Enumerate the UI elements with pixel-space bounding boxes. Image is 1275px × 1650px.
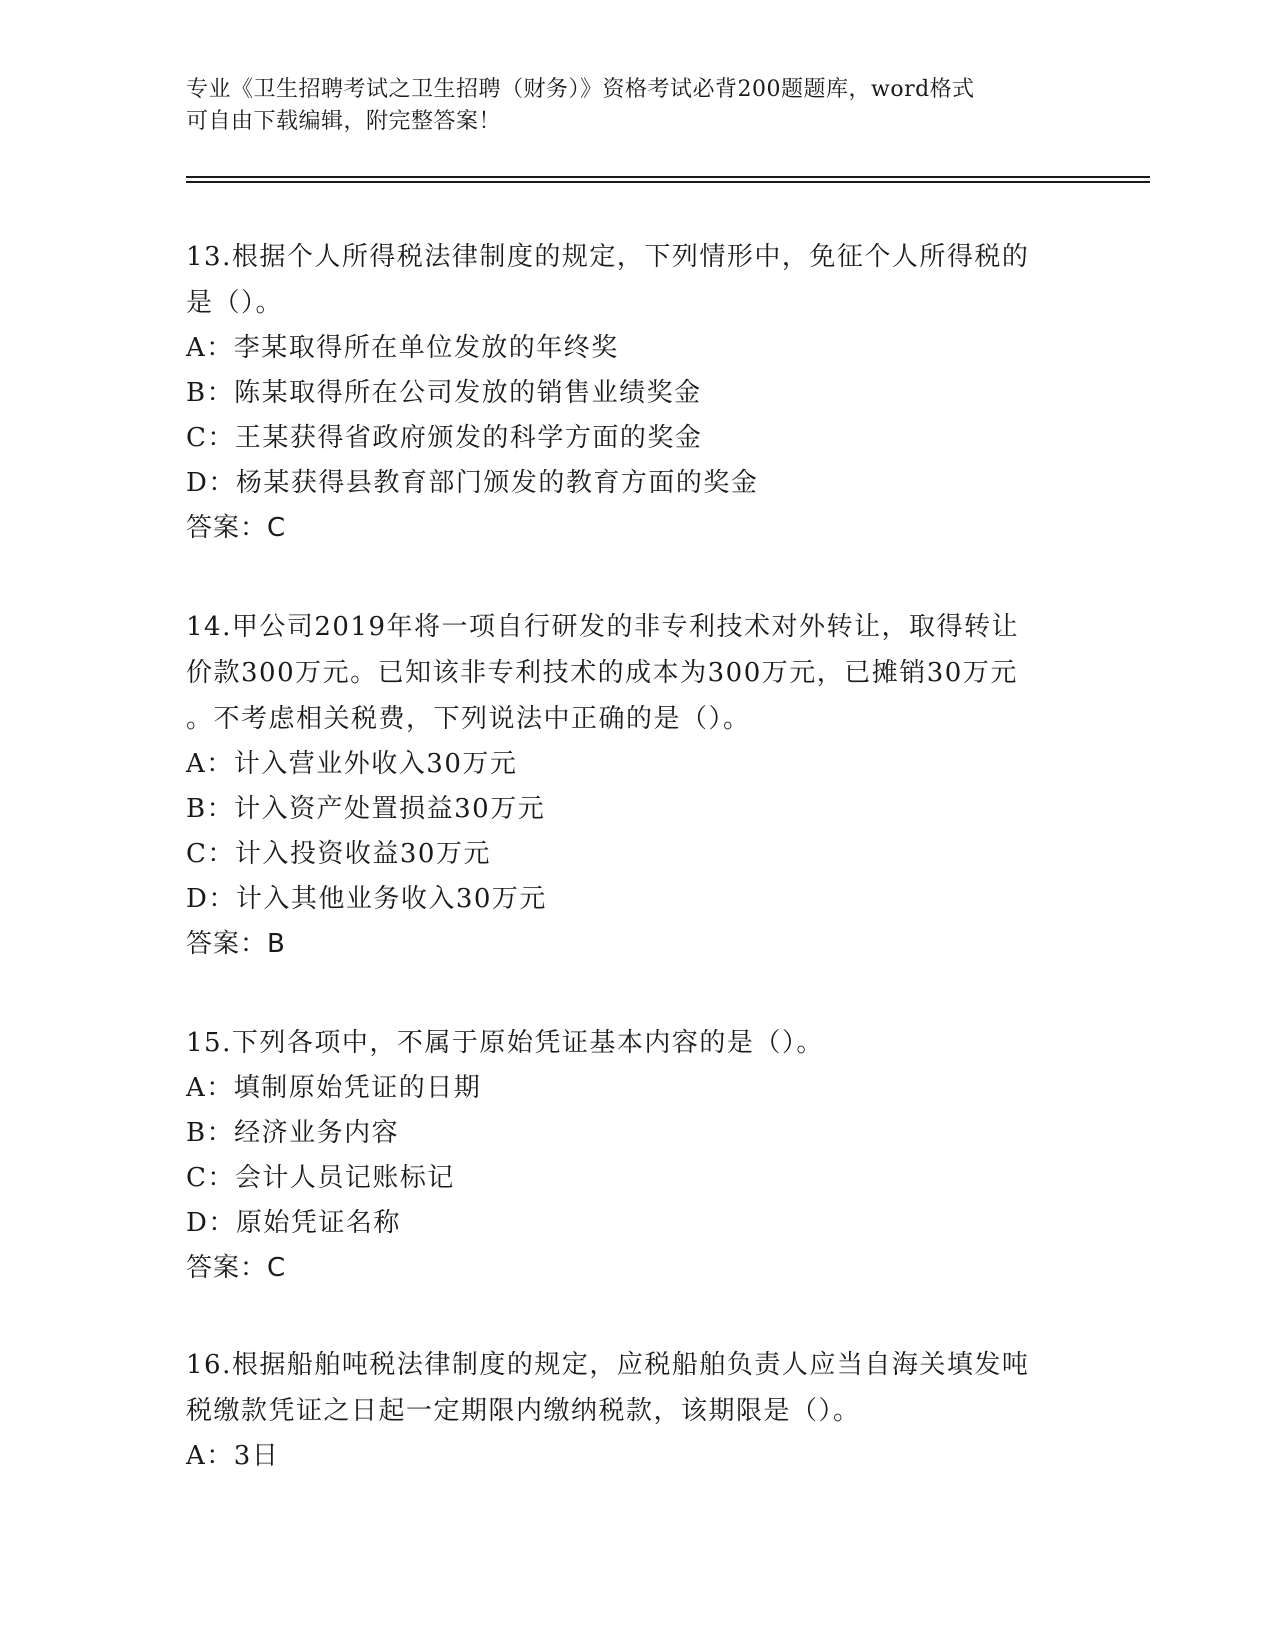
question-16 — [186, 1342, 1086, 1479]
question-15 — [186, 1020, 1086, 1290]
answer-label: 答案：C — [186, 1253, 287, 1283]
option-c: C：计入投资收益30万元 — [186, 839, 491, 869]
header-divider-top — [186, 176, 1150, 178]
header-title-line-1: 专业《卫生招聘考试之卫生招聘（财务）》资格考试必背200题题库，word格式 — [186, 77, 975, 102]
option-d: D：原始凭证名称 — [186, 1208, 401, 1238]
question-stem-line: 税缴款凭证之日起一定期限内缴纳税款，该期限是（）。 — [186, 1396, 861, 1426]
answer-label: 答案：B — [186, 929, 286, 959]
option-b: B：计入资产处置损益30万元 — [186, 794, 546, 824]
document-header — [186, 74, 1066, 138]
option-c: C：会计人员记账标记 — [186, 1163, 455, 1193]
question-stem-line: 16.根据船舶吨税法律制度的规定，应税船舶负责人应当自海关填发吨 — [186, 1350, 1030, 1380]
question-stem-line: 价款300万元。已知该非专利技术的成本为300万元，已摊销30万元 — [186, 658, 1018, 688]
question-13 — [186, 234, 1086, 550]
question-list — [186, 234, 1086, 1533]
option-b: B：经济业务内容 — [186, 1118, 400, 1148]
option-b: B：陈某取得所在公司发放的销售业绩奖金 — [186, 378, 702, 408]
question-14 — [186, 604, 1086, 966]
option-d: D：计入其他业务收入30万元 — [186, 884, 547, 914]
question-stem-line: 是（）。 — [186, 288, 284, 318]
option-d: D：杨某获得县教育部门颁发的教育方面的奖金 — [186, 468, 759, 498]
option-a: A：3日 — [186, 1441, 280, 1471]
option-a: A：李某取得所在单位发放的年终奖 — [186, 333, 619, 363]
header-divider-bottom — [186, 181, 1150, 183]
option-a: A：计入营业外收入30万元 — [186, 749, 518, 779]
question-stem-line: 15.下列各项中，不属于原始凭证基本内容的是（）。 — [186, 1028, 824, 1058]
option-c: C：王某获得省政府颁发的科学方面的奖金 — [186, 423, 703, 453]
header-title-line-2: 可自由下载编辑，附完整答案！ — [186, 109, 502, 134]
option-a: A：填制原始凭证的日期 — [186, 1073, 482, 1103]
answer-label: 答案：C — [186, 513, 287, 543]
question-stem-line: 14.甲公司2019年将一项自行研发的非专利技术对外转让，取得转让 — [186, 612, 1020, 642]
question-stem-line: 13.根据个人所得税法律制度的规定，下列情形中，免征个人所得税的 — [186, 242, 1030, 272]
question-stem-line: 。不考虑相关税费，下列说法中正确的是（）。 — [186, 704, 751, 734]
